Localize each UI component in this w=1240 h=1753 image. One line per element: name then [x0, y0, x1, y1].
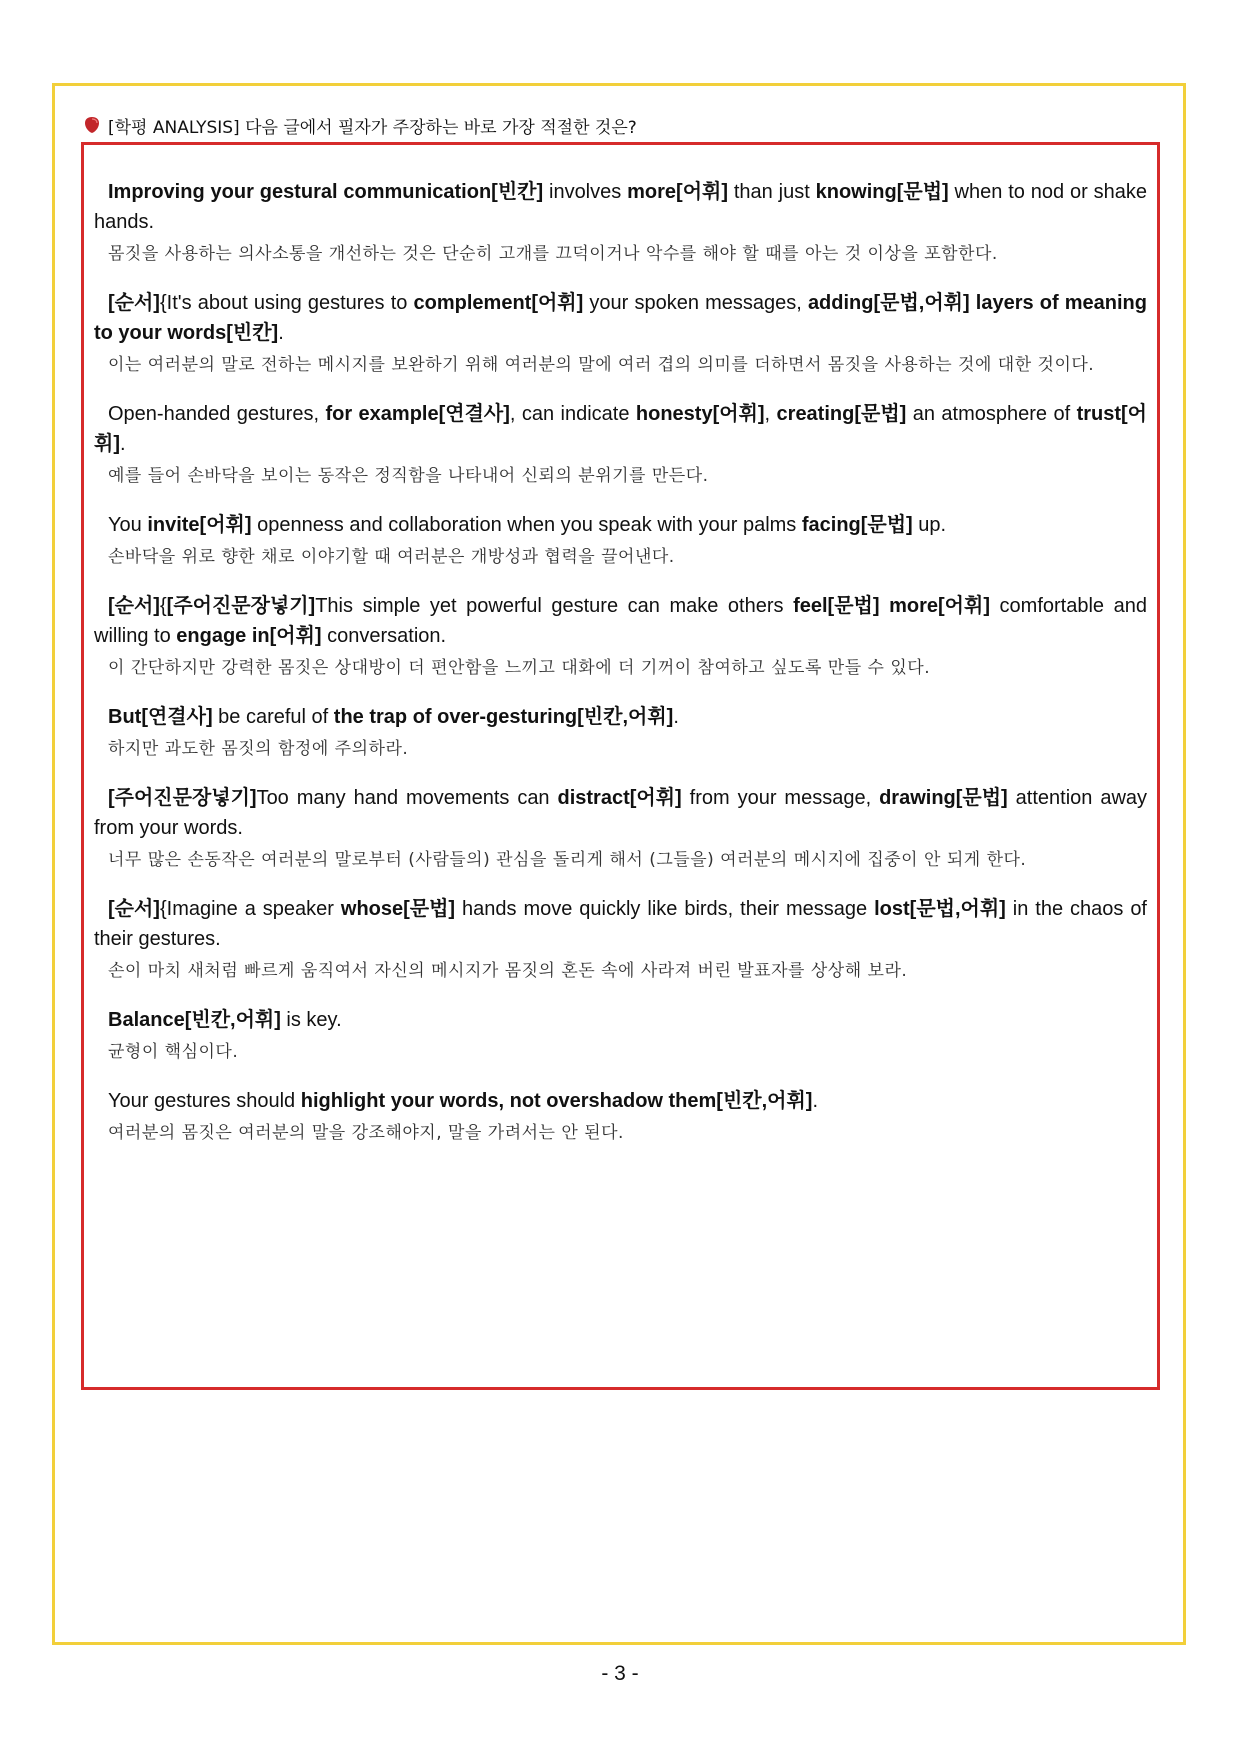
paragraph-block: [94, 399, 1147, 491]
highlighted-phrase: engage in[어휘]: [176, 625, 322, 647]
highlighted-phrase: distract[어휘]: [557, 787, 682, 809]
english-sentence: [94, 1005, 1147, 1035]
passage: [94, 177, 1147, 1148]
highlighted-phrase: adding[문법,어휘] layers of meaning to your words[빈칸]: [94, 292, 1147, 344]
highlighted-phrase: knowing[문법]: [815, 181, 949, 203]
highlighted-phrase: drawing[문법]: [879, 787, 1008, 809]
english-sentence: [94, 1086, 1147, 1116]
highlighted-phrase: complement[어휘]: [413, 292, 584, 314]
sentence-text: .: [119, 433, 126, 455]
sentence-text: Your gestures should: [108, 1090, 301, 1112]
sentence-text: up.: [912, 514, 947, 536]
english-sentence: [94, 702, 1147, 732]
korean-translation: 손이 마치 새처럼 빠르게 움직여서 자신의 메시지가 몸짓의 혼돈 속에 사라져 버린 발표자를 상상해 보라.: [108, 961, 908, 981]
korean-translation: 여러분의 몸짓은 여러분의 말을 강조해야지, 말을 가려서는 안 된다.: [108, 1123, 624, 1143]
question-header: [84, 110, 637, 140]
sentence-text: {: [159, 595, 167, 617]
paragraph-block: [94, 288, 1147, 380]
highlighted-phrase: more[어휘]: [627, 181, 728, 203]
highlighted-phrase: whose[문법]: [340, 898, 456, 920]
sentence-text: .: [673, 706, 679, 728]
highlighted-phrase: more[어휘]: [889, 595, 990, 617]
english-sentence: [94, 894, 1147, 954]
sentence-text: is key.: [280, 1009, 342, 1031]
highlighted-phrase: But[연결사]: [108, 706, 213, 728]
highlighted-phrase: [순서]: [108, 898, 160, 920]
highlighted-phrase: [순서]: [108, 292, 160, 314]
paragraph-block: [94, 1005, 1147, 1067]
paragraph-block: [94, 702, 1147, 764]
highlighted-phrase: [주어진문장넣기]: [166, 595, 316, 617]
sentence-text: in the chaos of their gestures.: [94, 898, 1147, 950]
english-sentence: [94, 177, 1147, 237]
passage-box: [81, 142, 1160, 1390]
sentence-text: You: [108, 514, 148, 536]
sentence-text: an atmosphere of: [906, 403, 1077, 425]
highlighted-phrase: honesty[어휘]: [635, 403, 765, 425]
highlighted-phrase: invite[어휘]: [147, 514, 252, 536]
sentence-text: involves: [543, 181, 628, 203]
sentence-text: {It's about using gestures to: [159, 292, 414, 314]
highlighted-phrase: the trap of over-gesturing[빈칸,어휘]: [333, 706, 674, 728]
highlighted-phrase: feel[문법]: [793, 595, 880, 617]
sentence-text: ,: [764, 403, 777, 425]
sentence-text: , can indicate: [509, 403, 636, 425]
sentence-text: This simple yet powerful gesture can make others: [315, 595, 794, 617]
sentence-text: .: [278, 322, 284, 344]
english-sentence: [94, 510, 1147, 540]
highlighted-phrase: Balance[빈칸,어휘]: [108, 1009, 281, 1031]
english-sentence: [94, 288, 1147, 348]
red-shield-icon: [84, 116, 100, 134]
paragraph-block: [94, 510, 1147, 572]
korean-translation: 균형이 핵심이다.: [108, 1042, 239, 1062]
korean-translation: 예를 들어 손바닥을 보이는 동작은 정직함을 나타내어 신뢰의 분위기를 만든다.: [108, 466, 709, 486]
sentence-text: attention away from your words.: [94, 787, 1148, 839]
sentence-text: {Imagine a speaker: [159, 898, 341, 920]
sentence-text: openness and collaboration when you speak with your palms: [251, 514, 802, 536]
english-sentence: [94, 783, 1147, 843]
sentence-text: than just: [728, 181, 816, 203]
page-number: - 3 -: [601, 1662, 639, 1685]
sentence-text: from your message,: [681, 787, 880, 809]
paragraph-block: [94, 894, 1147, 986]
sentence-text: [880, 595, 890, 617]
sentence-text: Too many hand movements can: [256, 787, 558, 809]
sentence-text: Open-handed gestures,: [108, 403, 326, 425]
highlighted-phrase: [주어진문장넣기]: [108, 787, 257, 809]
korean-translation: 이는 여러분의 말로 전하는 메시지를 보완하기 위해 여러분의 말에 여러 겹의 의미를 더하면서 몸짓을 사용하는 것에 대한 것이다.: [108, 355, 1095, 375]
english-sentence: [94, 399, 1147, 459]
sentence-text: .: [812, 1090, 819, 1112]
sentence-text: conversation.: [321, 625, 447, 647]
paragraph-block: [94, 591, 1147, 683]
paragraph-block: [94, 783, 1147, 875]
korean-translation: 너무 많은 손동작은 여러분의 말로부터 (사람들의) 관심을 돌리게 해서 (그들을) 여러분의 메시지에 집중이 안 되게 한다.: [108, 850, 1027, 870]
sentence-text: comfortable and willing to: [94, 595, 1147, 647]
highlighted-phrase: trust[어휘]: [94, 403, 1147, 455]
highlighted-phrase: lost[문법,어휘]: [874, 898, 1006, 920]
sentence-text: when to nod or shake hands.: [94, 181, 1148, 233]
highlighted-phrase: for example[연결사]: [325, 403, 510, 425]
korean-translation: 이 간단하지만 강력한 몸짓은 상대방이 더 편안함을 느끼고 대화에 더 기꺼이 참여하고 싶도록 만들 수 있다.: [108, 658, 931, 678]
sentence-text: be careful of: [212, 706, 334, 728]
highlighted-phrase: facing[문법]: [801, 514, 913, 536]
korean-translation: 하지만 과도한 몸짓의 함정에 주의하라.: [108, 739, 409, 759]
highlighted-phrase: highlight your words, not overshadow them[빈칸,어휘]: [300, 1090, 813, 1112]
korean-translation: 손바닥을 위로 향한 채로 이야기할 때 여러분은 개방성과 협력을 끌어낸다.: [108, 547, 675, 567]
highlighted-phrase: Improving your gestural communication[빈칸]: [108, 181, 544, 203]
korean-translation: 몸짓을 사용하는 의사소통을 개선하는 것은 단순히 고개를 끄덕이거나 악수를 해야 할 때를 아는 것 이상을 포함한다.: [108, 244, 998, 264]
paragraph-block: [94, 177, 1147, 269]
highlighted-phrase: creating[문법]: [776, 403, 907, 425]
question-title: [학평 ANALYSIS] 다음 글에서 필자가 주장하는 바로 가장 적절한 것은?: [108, 117, 637, 138]
sentence-text: your spoken messages,: [583, 292, 808, 314]
sentence-text: hands move quickly like birds, their message: [455, 898, 875, 920]
paragraph-block: [94, 1086, 1147, 1148]
english-sentence: [94, 591, 1147, 651]
highlighted-phrase: [순서]: [108, 595, 160, 617]
